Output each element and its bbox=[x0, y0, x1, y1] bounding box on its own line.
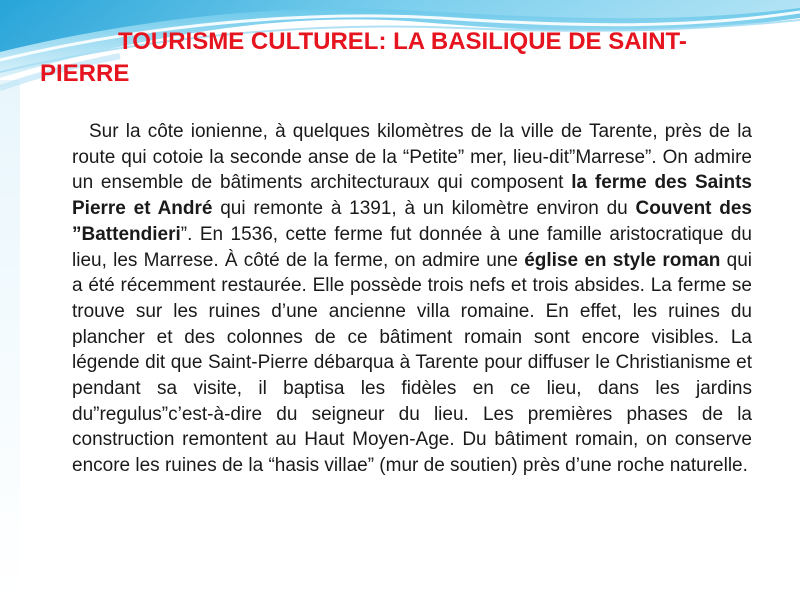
text-run-bold: la ferme des Saints Pierre et André bbox=[72, 172, 752, 220]
text-run-bold: église en style roman bbox=[524, 249, 721, 271]
text-run: qui a été récemment restaurée. Elle possède trois nefs et trois absides. La ferme se trouve sur les ruines d’une ancienne villa romaine. En effet, les ruines du plancher et des colonnes de ce bâtiment romain sont encore visibles. La légende dit que Saint-Pierre débarqua à Tarente pour diffuser le Christianisme et pendant sa visite, il baptisa les fidèles en ce lieu, dans les jardins du”regulus”c’est-à-dire du seigneur du lieu. Les premières phases de la construction remontent au Haut Moyen-Age. Du bâtiment romain, on conserve encore les ruines de la “hasis villae” (mur de soutien) près d’une roche naturelle. bbox=[72, 249, 753, 477]
body-paragraph bbox=[72, 119, 752, 479]
text-run: ”. En 1536, cette ferme fut donnée à une famille aristocratique du lieu, les Marrese. À côté de la ferme, on admire une bbox=[72, 223, 752, 271]
text-run: Sur la côte ionienne, à quelques kilomètres de la ville de Tarente, près de la route qui cotoie la seconde anse de la “Petite” mer, lieu-dit”Marrese”. On admire un ensemble de bâtiments architecturaux qui composent bbox=[72, 121, 752, 194]
text-run: qui remonte à 1391, à un kilomètre environ du bbox=[212, 198, 636, 220]
slide-title: TOURISME CULTUREL: LA BASILIQUE DE SAINT-PIERRE bbox=[40, 28, 687, 87]
text-run-bold: Couvent des ”Battendieri bbox=[72, 198, 753, 245]
